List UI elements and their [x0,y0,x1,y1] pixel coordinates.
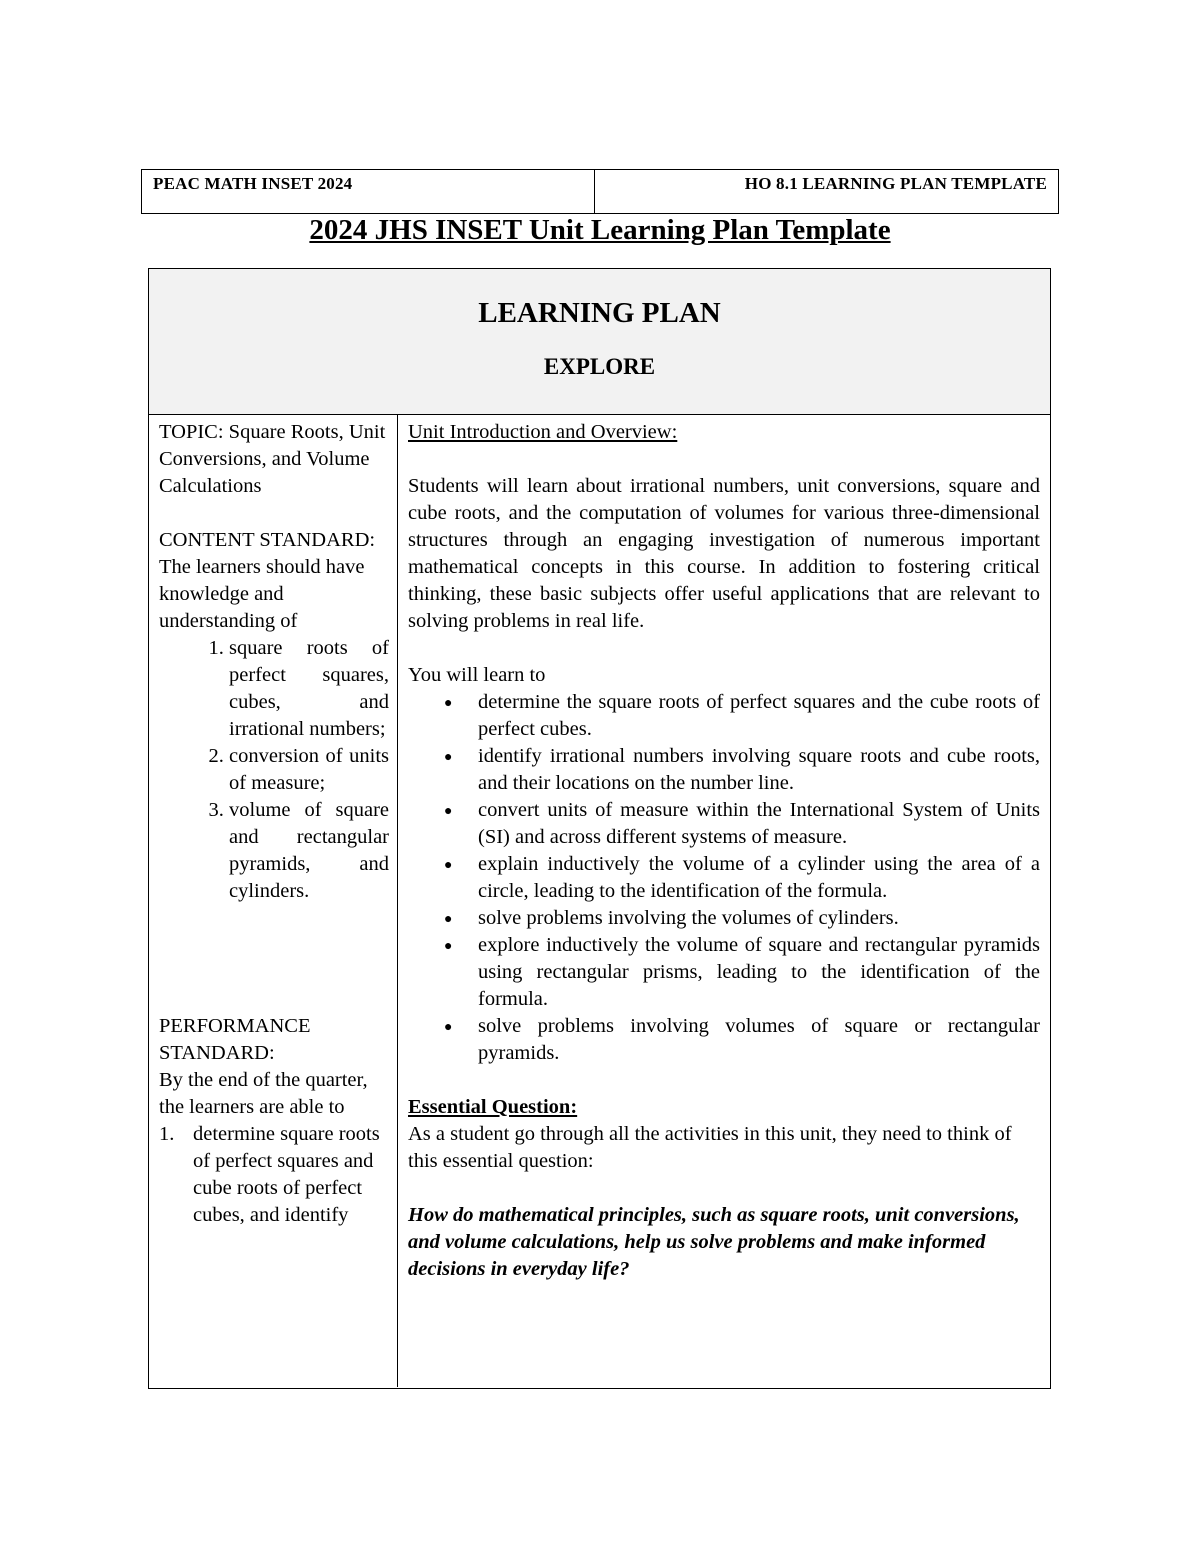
learning-objective: ● explore inductively the volume of square and rectangular pyramids using rectangular prisms, leading to the identification of the formula. [478,932,1040,1013]
content-standard-list [159,635,389,905]
banner-title: LEARNING PLAN [478,297,721,329]
learn-label: You will learn to [408,664,546,686]
performance-item-text: determine square roots of perfect squares and cube roots of perfect cubes, and identify [193,1123,380,1226]
header-right-cell: HO 8.1 LEARNING PLAN TEMPLATE [744,174,1047,193]
essential-question-label: Essential Question: [408,1096,578,1118]
learning-objective: ● determine the square roots of perfect squares and the cube roots of perfect cubes. [478,689,1040,743]
content-standard-intro: The learners should have knowledge and understanding of [159,556,365,632]
overview-column [398,415,1050,1387]
performance-standard-list [159,1121,389,1229]
essential-question-text: How do mathematical principles, such as square roots, unit conversions, and volume calculations, help us solve problems and make informed decisions in everyday life? [408,1204,1020,1280]
learning-plan-table [148,268,1051,1389]
content-standard-item: 3. volume of square and rectangular pyramids, and cylinders. [229,797,389,905]
banner-subtitle: EXPLORE [543,354,656,379]
plan-body-row [149,415,1050,1387]
essential-question-intro: As a student go through all the activities in this unit, they need to think of this essential question: [408,1123,1012,1172]
learning-objective: ● solve problems involving volumes of square or rectangular pyramids. [478,1013,1040,1067]
standards-column [149,415,398,1387]
intro-paragraph: Students will learn about irrational numbers, unit conversions, square and cube roots, and the computation of volumes for various three-dimensional structures through an engaging investigation of numerous important mathematical concepts in this course. In addition to fostering critical thinking, these basic subjects offer useful applications that are relevant to solving problems in real life. [408,475,1040,632]
intro-heading: Unit Introduction and Overview: [408,421,678,443]
header-table [141,169,1059,214]
learning-objective: ● explain inductively the volume of a cylinder using the area of a circle, leading to the identification of the formula. [478,851,1040,905]
learning-objective: ● identify irrational numbers involving square roots and cube roots, and their locations on the number line. [478,743,1040,797]
performance-item-number: 1. [159,1123,175,1145]
header-left-cell: PEAC MATH INSET 2024 [142,170,595,213]
content-standard-item: 2. conversion of units of measure; [229,743,389,797]
performance-standard-intro: By the end of the quarter, the learners are able to [159,1069,368,1118]
content-standard-item: 1. square roots of perfect squares, cubes, and irrational numbers; [229,635,389,743]
performance-standard-label: PERFORMANCE STANDARD: [159,1015,311,1064]
content-standard-label: CONTENT STANDARD: [159,529,376,551]
learning-objectives-list [408,689,1040,1067]
learning-objective: ● solve problems involving the volumes of cylinders. [478,905,1040,932]
document-title: 2024 JHS INSET Unit Learning Plan Template [309,214,891,246]
topic-text: TOPIC: Square Roots, Unit Conversions, and Volume Calculations [159,421,386,497]
learning-objective: ● convert units of measure within the International System of Units (SI) and across different systems of measure. [478,797,1040,851]
performance-standard-item [159,1121,389,1229]
plan-banner [149,269,1050,415]
